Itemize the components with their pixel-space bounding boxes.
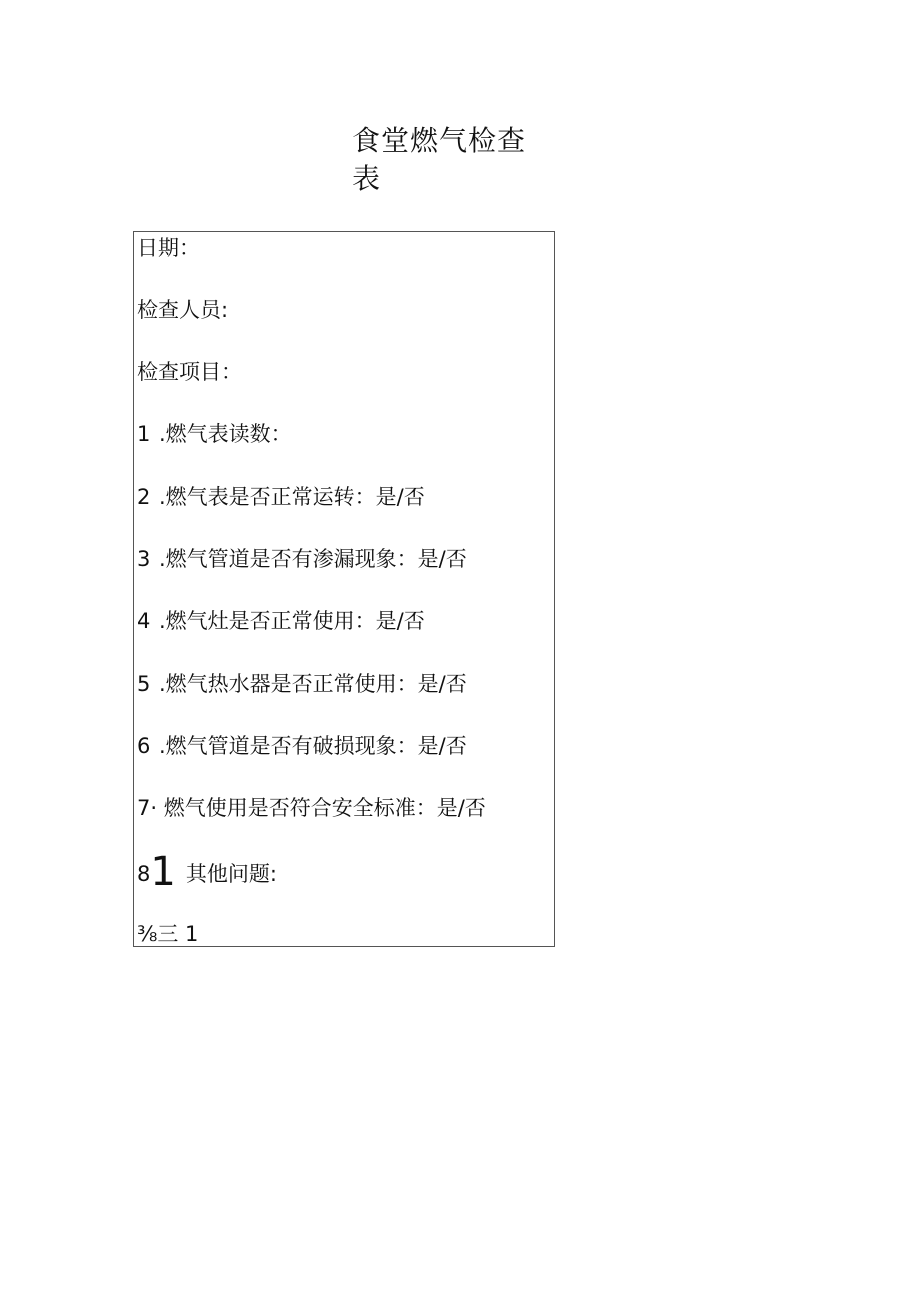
check-item-text: 其他问题: [185, 862, 277, 886]
title-line-1: 食堂燃气检查 [352, 124, 527, 157]
check-item-large-glyph: 1 [150, 849, 176, 895]
check-item-number: 2 [137, 485, 151, 509]
check-item-number: 3 [137, 547, 151, 571]
inspection-form-box [133, 231, 555, 947]
check-item-number: 8 [137, 862, 151, 886]
check-item-text: · 燃气使用是否符合安全标准：是/否 [150, 796, 486, 820]
check-item-7 [137, 794, 486, 822]
check-item-1 [137, 420, 292, 448]
check-item-6 [137, 732, 467, 760]
items-label: 检查项目： [137, 360, 242, 384]
title-line-2: 表 [352, 162, 382, 195]
document-title [352, 122, 542, 198]
check-item-text: .燃气管道是否有破损现象：是/否 [159, 734, 467, 758]
check-item-text: .燃气热水器是否正常使用：是/否 [159, 672, 467, 696]
check-item-4 [137, 607, 425, 635]
date-label: 日期： [137, 236, 200, 260]
check-item-5 [137, 670, 467, 698]
check-item-text: .燃气表读数： [159, 422, 292, 446]
check-item-number: 6 [137, 734, 151, 758]
inspector-label: 检查人员: [137, 298, 229, 322]
bottom-scan-text: ⅜三 1 [137, 922, 199, 946]
check-item-text: .燃气灶是否正常使用：是/否 [159, 609, 425, 633]
check-item-3 [137, 545, 467, 573]
check-item-text: .燃气管道是否有渗漏现象：是/否 [159, 547, 467, 571]
check-item-number: 5 [137, 672, 151, 696]
check-item-number: 1 [137, 422, 151, 446]
check-item-2 [137, 483, 425, 511]
check-item-text: .燃气表是否正常运转：是/否 [159, 485, 425, 509]
check-item-number: 4 [137, 609, 151, 633]
check-item-number: 7 [137, 796, 151, 820]
check-item-8 [137, 849, 277, 895]
